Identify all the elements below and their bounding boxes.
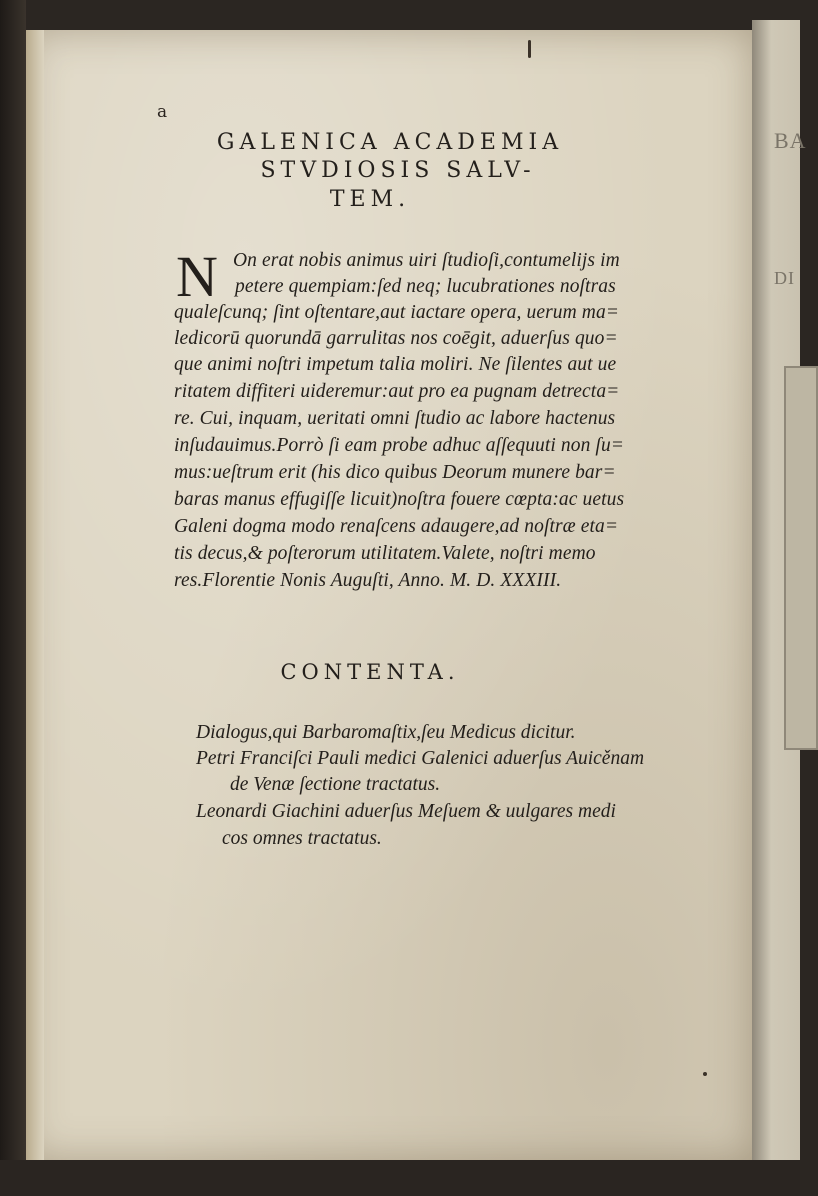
body-line: que animi noſtri impetum talia moliri. Ne ſilentes aut ue [174, 354, 617, 375]
heading-line-3: TEM. [329, 187, 411, 212]
contents-item: de Venæ ſectione tractatus. [230, 774, 441, 795]
body-line: qualeſcunq; ſint oſtentare,aut iactare opera, uerum ma= [174, 302, 620, 323]
ink-mark [528, 40, 531, 58]
body-line: ritatem diffiteri uideremur:aut pro ea pugnam detrecta= [174, 381, 620, 402]
body-line: re. Cui, inquam, ueritati omni ſtudio ac labore hactenus [174, 408, 616, 429]
body-line: inſudauimus.Porrò ſi eam probe adhuc aſſequuti non ſu= [174, 435, 625, 456]
contents-heading: CONTENTA. [280, 660, 460, 684]
body-line: res.Florentie Nonis Auguſti, Anno. M. D. XXXIII. [174, 570, 562, 591]
contents-item: Leonardi Giachini aduerſus Meſuem & uulgares medi [196, 801, 616, 822]
facing-page-fragment: DI [774, 268, 795, 288]
body-line: ledicorū quorundā garrulitas nos coēgit, aduerſus quo= [174, 328, 618, 349]
drop-capital: N [176, 244, 218, 309]
contents-item: cos omnes tractatus. [222, 828, 382, 849]
body-line: mus:ueſtrum erit (his dico quibus Deorum munere bar= [174, 462, 616, 483]
signature-mark: a [157, 102, 168, 122]
body-line: Galeni dogma modo renaſcens adaugere,ad noſtræ eta= [174, 516, 619, 537]
body-line: tis decus,& poſterorum utilitatem.Valete, noſtri memo [174, 543, 596, 564]
contents-item: Petri Franciſci Pauli medici Galenici aduerſus Auicěnam [196, 748, 645, 769]
body-line: petere quempiam:ſed neq; lucubrationes noſtras [235, 276, 616, 297]
heading-line-2: STVDIOSIS SALV- [260, 158, 536, 183]
heading-line-1: GALENICA ACADEMIA [216, 130, 564, 155]
ink-speck [703, 1072, 707, 1076]
facing-page-fragment: BA [774, 128, 807, 153]
contents-item: Dialogus,qui Barbaromaſtix,ſeu Medicus dicitur. [196, 722, 576, 743]
body-line: baras manus effugiſſe licuit)noſtra fouere cœpta:ac uetus [174, 489, 625, 510]
body-line: On erat nobis animus uiri ſtudioſi,contumelijs im [233, 250, 620, 271]
